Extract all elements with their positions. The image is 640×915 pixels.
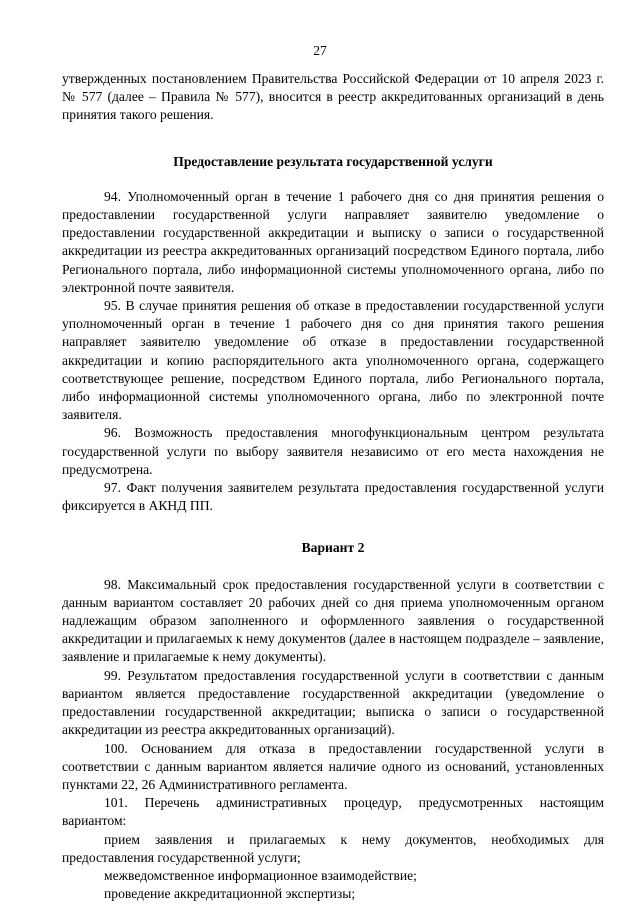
section-heading: Предоставление результата государственной услуги bbox=[173, 153, 493, 169]
variant-heading: Вариант 2 bbox=[301, 540, 365, 556]
paragraph-97: 97. Факт получения заявителем результата предоставления государственной услуги фиксируется в АКНД ПП. bbox=[62, 480, 604, 514]
paragraph-100: 100. Основанием для отказа в предоставлении государственной услуги в соответствии с данным вариантом является наличие одного из оснований, установленных пунктами 22, 26 Административного регламента. bbox=[62, 740, 604, 792]
paragraph-98: 98. Максимальный срок предоставления государственной услуги в соответствии с данным вариантом составляет 20 рабочих дней со дня приема уполномоченным органом надлежащим образом заполненного и оформленного заявления о государственной аккредитации и прилагаемых к нему документов (далее в настоящем подразделе – заявление, заявление и прилагаемые к нему документы). bbox=[62, 576, 604, 665]
paragraph-99: 99. Результатом предоставления государственной услуги в соответствии с данным вариантом является предоставление государственной аккредитации (уведомление о предоставлении государственной аккредитации; выписка о записи о государственной аккредитации из реестра аккредитованных организаций). bbox=[62, 667, 604, 738]
paragraph-94: 94. Уполномоченный орган в течение 1 рабочего дня со дня принятия решения о предоставлении государственной услуги направляет заявителю уведомление о предоставлении государственной аккредитации и выписку о записи о государственной аккредитации из реестра аккредитованных организаций посредством Единого портала, либо Регионального портала, либо информационной системы уполномоченного органа, либо по электронной почте заявителя. bbox=[62, 188, 604, 295]
paragraph-95: 95. В случае принятия решения об отказе в предоставлении государственной услуги уполномоченный орган в течение 1 рабочего дня со дня принятия такого решения направляет заявителю уведомление об отказе в предоставлении государственной аккредитации и копию распорядительного акта уполномоченного органа, содержащего соответствующее решение, посредством Единого портала, либо Регионального портала, либо информационной системы уполномоченного органа, либо по электронной почте заявителя. bbox=[62, 298, 604, 423]
intro-paragraph: утвержденных постановлением Правительства Российской Федерации от 10 апреля 2023 г. № 577 (далее – Правила № 577), вносится в реестр аккредитованных организаций в день принятия такого решения. bbox=[62, 71, 604, 123]
procedure-item-1: прием заявления и прилагаемых к нему документов, необходимых для предоставления государственной услуги; bbox=[62, 831, 604, 865]
paragraph-96: 96. Возможность предоставления многофункциональным центром результата государственной услуги по выбору заявителя независимо от его места нахождения не предусмотрена. bbox=[62, 425, 604, 477]
paragraph-101: 101. Перечень административных процедур, предусмотренных настоящим вариантом: bbox=[62, 795, 604, 829]
page-number: 27 bbox=[313, 43, 327, 58]
document-body bbox=[62, 70, 604, 903]
procedure-item-3: проведение аккредитационной экспертизы; bbox=[104, 886, 356, 902]
procedure-item-2: межведомственное информационное взаимодействие; bbox=[104, 867, 417, 883]
